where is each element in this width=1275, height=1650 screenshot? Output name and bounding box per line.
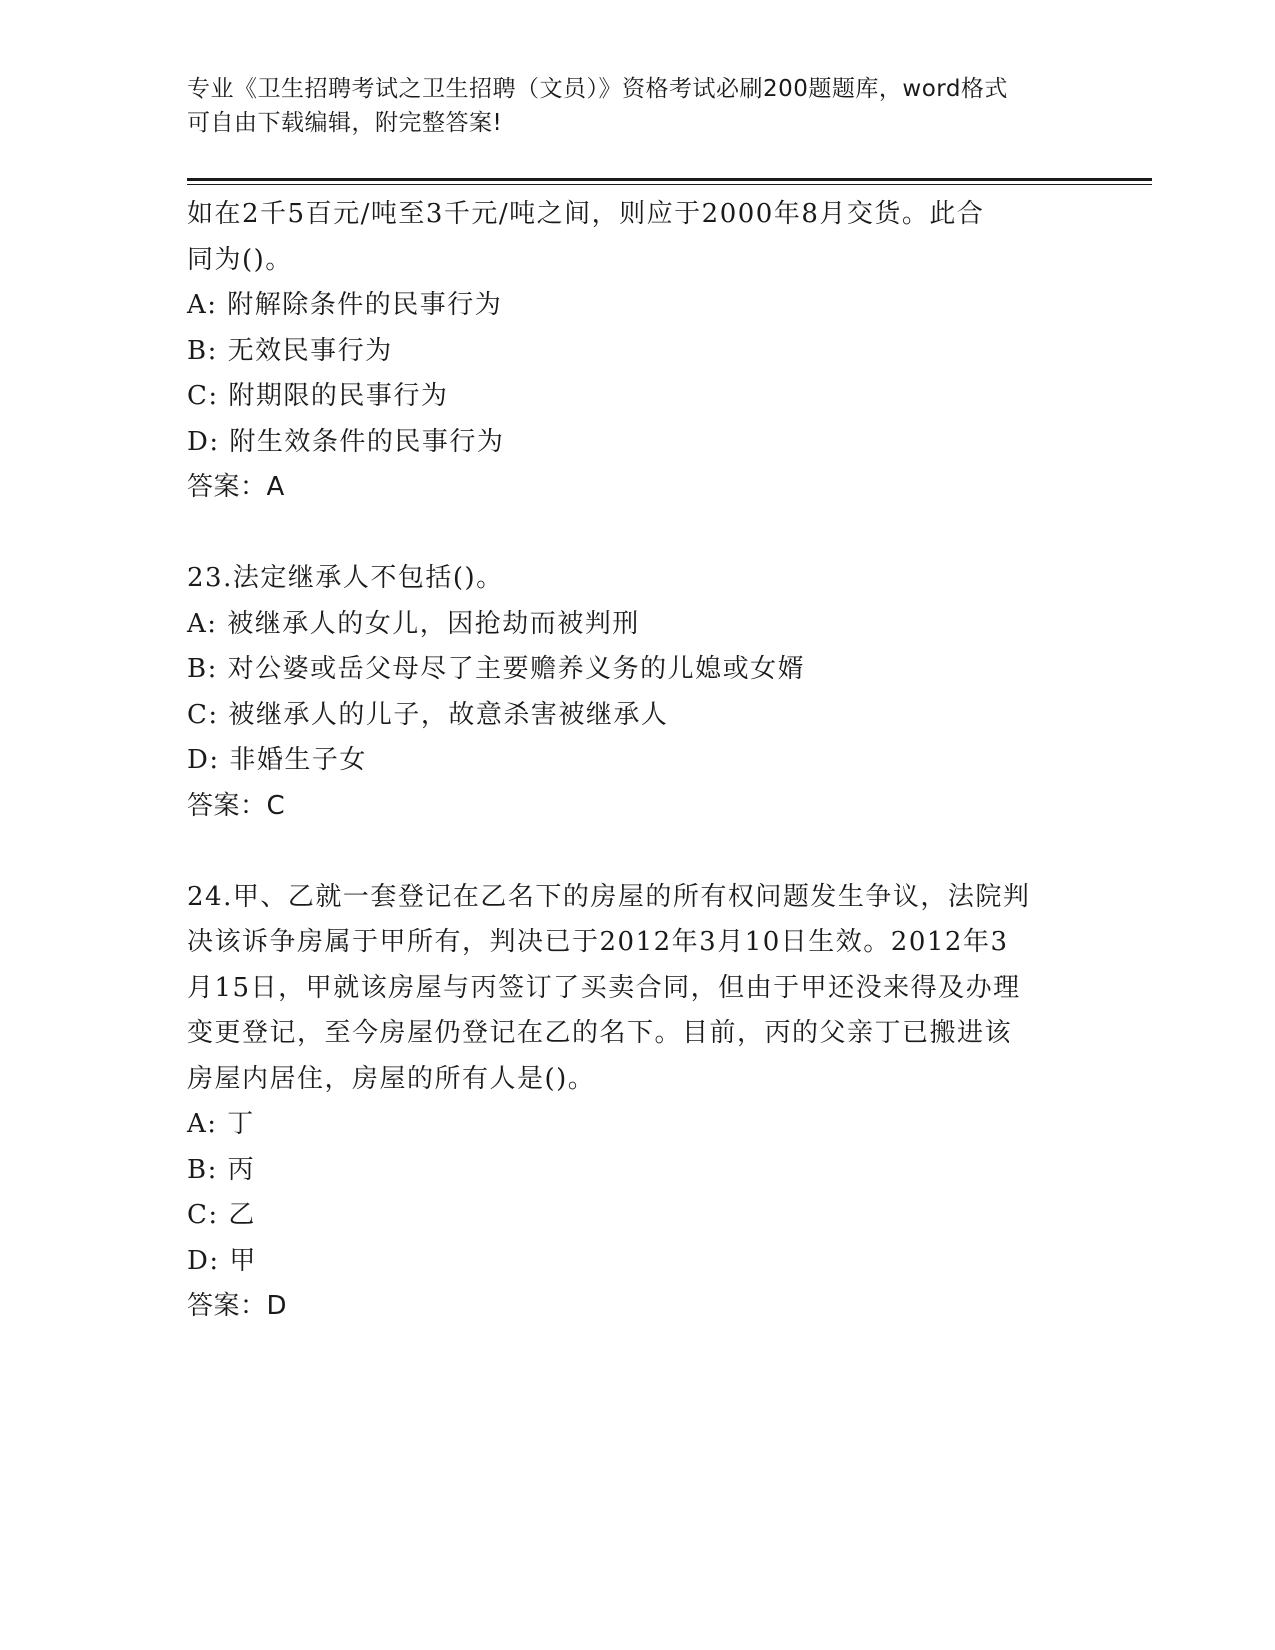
answer-label: 答案：C xyxy=(187,790,286,821)
answer-label: 答案：D xyxy=(187,1291,288,1321)
option-a: A: 附解除条件的民事行为 xyxy=(187,290,503,320)
option-c: C: 附期限的民事行为 xyxy=(187,381,449,411)
question-stem-line: 如在2千5百元/吨至3千元/吨之间，则应于2000年8月交货。此合 xyxy=(187,199,985,229)
header-line-2: 可自由下载编辑，附完整答案! xyxy=(187,110,503,136)
header-line-1: 专业《卫生招聘考试之卫生招聘（文员）》资格考试必刷200题题库，word格式 xyxy=(187,76,1008,102)
question-24 xyxy=(187,875,1087,1330)
question-stem-line: 23.法定继承人不包括()。 xyxy=(187,563,504,593)
option-a: A: 丁 xyxy=(187,1109,255,1139)
question-stem-line: 变更登记，至今房屋仍登记在乙的名下。目前，丙的父亲丁已搬进该 xyxy=(187,1018,1013,1048)
question-stem-line: 月15日，甲就该房屋与丙签订了买卖合同，但由于甲还没来得及办理 xyxy=(187,972,1021,1003)
spacer xyxy=(187,829,1087,875)
question-list xyxy=(187,192,1087,1330)
question-22 xyxy=(187,192,1087,511)
spacer xyxy=(187,511,1087,557)
answer-label: 答案：A xyxy=(187,472,285,502)
option-a: A: 被继承人的女儿，因抢劫而被判刑 xyxy=(187,608,640,639)
option-d: D: 非婚生子女 xyxy=(187,745,367,775)
option-b: B: 对公婆或岳父母尽了主要赡养义务的儿媳或女婿 xyxy=(187,654,806,684)
document-header xyxy=(187,72,1067,140)
option-c: C: 乙 xyxy=(187,1200,256,1230)
question-stem-line: 同为()。 xyxy=(187,244,293,275)
option-d: D: 甲 xyxy=(187,1245,257,1276)
header-divider-thin xyxy=(187,184,1152,185)
question-stem-line: 房屋内居住，房屋的所有人是()。 xyxy=(187,1063,596,1094)
option-b: B: 无效民事行为 xyxy=(187,335,393,366)
question-stem-line: 24.甲、乙就一套登记在乙名下的房屋的所有权问题发生争议，法院判 xyxy=(187,881,1031,912)
header-divider-thick xyxy=(187,178,1152,181)
question-stem-line: 决该诉争房属于甲所有，判决已于2012年3月10日生效。2012年3 xyxy=(187,927,1009,957)
option-b: B: 丙 xyxy=(187,1154,256,1185)
option-c: C: 被继承人的儿子，故意杀害被继承人 xyxy=(187,699,669,730)
option-d: D: 附生效条件的民事行为 xyxy=(187,426,505,457)
question-23 xyxy=(187,556,1087,829)
